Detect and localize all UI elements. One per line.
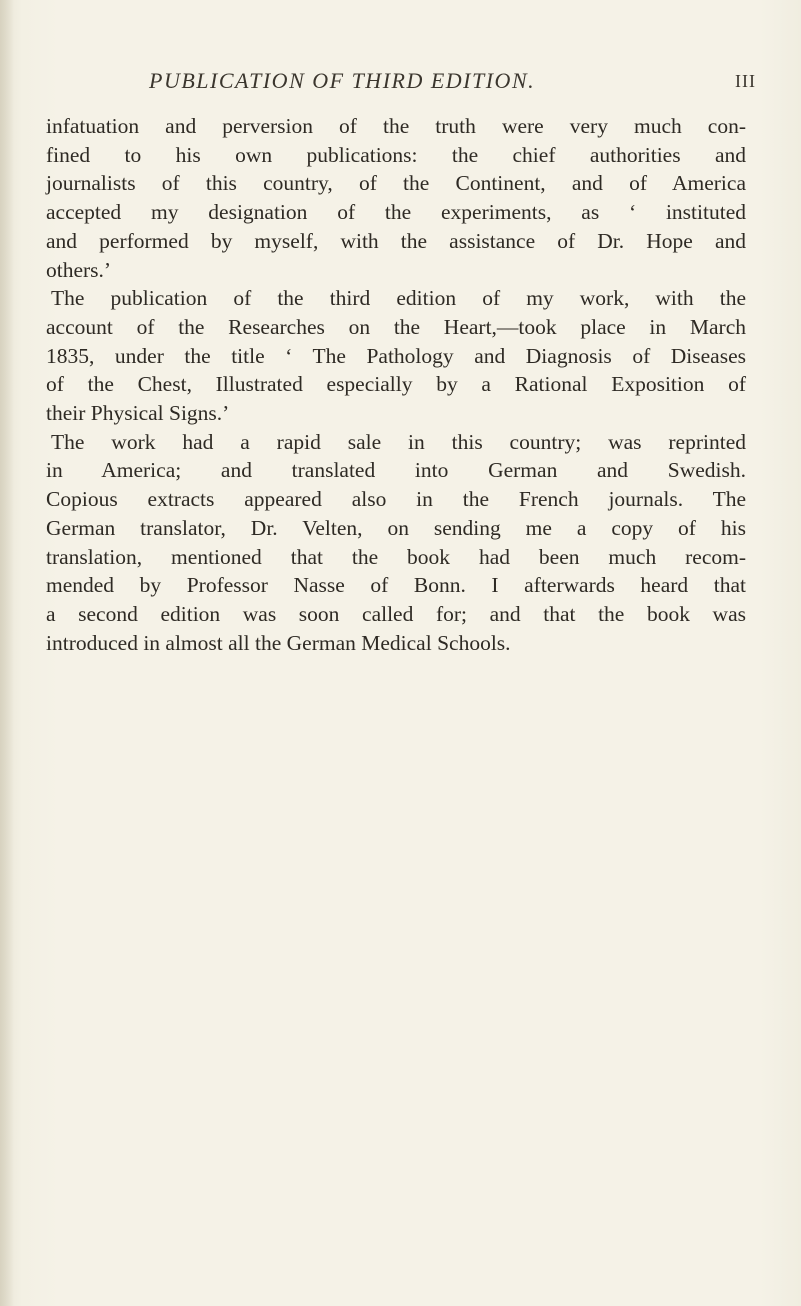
text-line: and performed by myself, with the assistance of Dr. Hope and (46, 228, 746, 253)
text-line: German translator, Dr. Velten, on sending me a copy of his (46, 515, 746, 540)
text-line: Copious extracts appeared also in the French journals. The (46, 487, 746, 512)
text-line: The work had a rapid sale in this country; was reprinted (51, 429, 746, 454)
binding-gutter-shadow (0, 0, 14, 1306)
running-head (0, 68, 801, 98)
text-line: accepted my designation of the experiments, as ‘ instituted (46, 200, 746, 225)
text-line: mended by Professor Nasse of Bonn. I afterwards heard that (46, 573, 746, 598)
text-line: introduced in almost all the German Medical Schools. (46, 630, 511, 655)
text-line: journalists of this country, of the Continent, and of America (46, 171, 746, 196)
text-line: translation, mentioned that the book had been much recom- (46, 544, 746, 569)
running-title: PUBLICATION OF THIRD EDITION. (149, 68, 536, 93)
text-line: 1835, under the title ‘ The Pathology and Diagnosis of Diseases (46, 343, 746, 368)
text-line: a second edition was soon called for; and that the book was (46, 601, 746, 626)
text-line: fined to his own publications: the chief authorities and (46, 142, 746, 167)
page-number: III (735, 71, 756, 91)
text-line: others.’ (46, 257, 112, 282)
text-line: in America; and translated into German and Swedish. (46, 458, 746, 483)
text-line: of the Chest, Illustrated especially by a Rational Exposition of (46, 372, 746, 397)
body-text (46, 112, 746, 657)
text-line: infatuation and perversion of the truth were very much con- (46, 114, 746, 138)
text-line: account of the Researches on the Heart,—took place in March (46, 314, 746, 339)
text-line: their Physical Signs.’ (46, 401, 230, 426)
text-line: The publication of the third edition of my work, with the (51, 286, 746, 311)
